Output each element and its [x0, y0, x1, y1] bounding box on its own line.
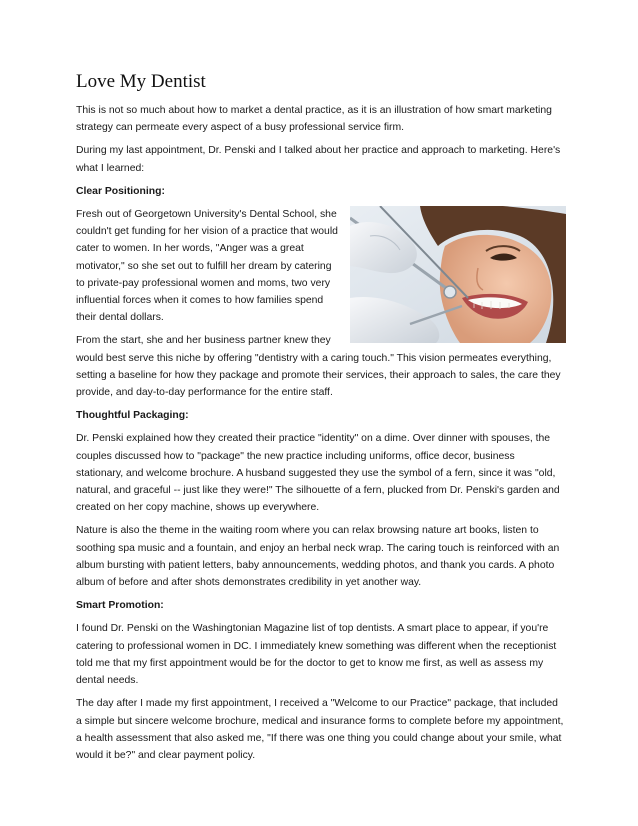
section-heading-positioning: Clear Positioning:: [76, 185, 165, 197]
dental-patient-photo: [350, 206, 566, 343]
meeting-paragraph: During my last appointment, Dr. Penski and I talked about her practice and approach to marketing. Here's what I learned:: [76, 145, 561, 174]
positioning-paragraph-2: From the start, she and her business partner knew they would best serve this niche by offering "dentistry with a caring touch." This vision permeates everything, setting a baseline for how they package and promote their services, their approach to sales, the care they provide, and day-to-day performance for the entire staff.: [76, 335, 561, 399]
promotion-paragraph-1: I found Dr. Penski on the Washingtonian Magazine list of top dentists. A smart place to appear, if you're catering to professional women in DC. I immediately knew something was different when the receptionist told me that my first appointment would be for the doctor to get to know me first, as well as assess my dental needs.: [76, 623, 557, 687]
intro-paragraph: This is not so much about how to market a dental practice, as it is an illustration of how smart marketing strategy can permeate every aspect of a busy professional service firm.: [76, 105, 552, 134]
section-heading-packaging: Thoughtful Packaging:: [76, 410, 189, 422]
promotion-paragraph-2: The day after I made my first appointment, I received a "Welcome to our Practice" package, that included a simple but sincere welcome brochure, medical and insurance forms to complete before my appointment, a health assessment that also asked me, "If there was one thing you could change about your smile, what would it be?" and clear payment policy.: [76, 698, 564, 761]
packaging-paragraph-1: Dr. Penski explained how they created their practice "identity" on a dime. Over dinner with spouses, the couples discussed how to "package" the new practice including uniforms, office decor, business stationary, and welcome brochure. A husband suggested they use the symbol of a fern, since it was "old, natural, and graceful -- just like they were!" The silhouette of a fern, plucked from Dr. Penski's garden and created on her copy machine, shows up everywhere.: [76, 433, 560, 514]
document-page: [76, 70, 564, 770]
positioning-paragraph-1: Fresh out of Georgetown University's Dental School, she couldn't get funding for her vision of a practice that would cater to women. In her words, "Anger was a great motivator," so she set out to fulfill her dream by catering to private-pay professional women and moms, two very influential forces when it comes to how families spend their dental dollars.: [76, 209, 338, 324]
article-title: Love My Dentist: [76, 71, 206, 92]
section-heading-promotion: Smart Promotion:: [76, 600, 164, 612]
packaging-paragraph-2: Nature is also the theme in the waiting room where you can relax browsing nature art books, listen to soothing spa music and a fountain, and enjoy an herbal neck wrap. The caring touch is reinforced with an album bursting with patient letters, baby announcements, wedding photos, and thank you cards. A photo album of before and after shots demonstrates credibility in yet another way.: [76, 525, 560, 589]
